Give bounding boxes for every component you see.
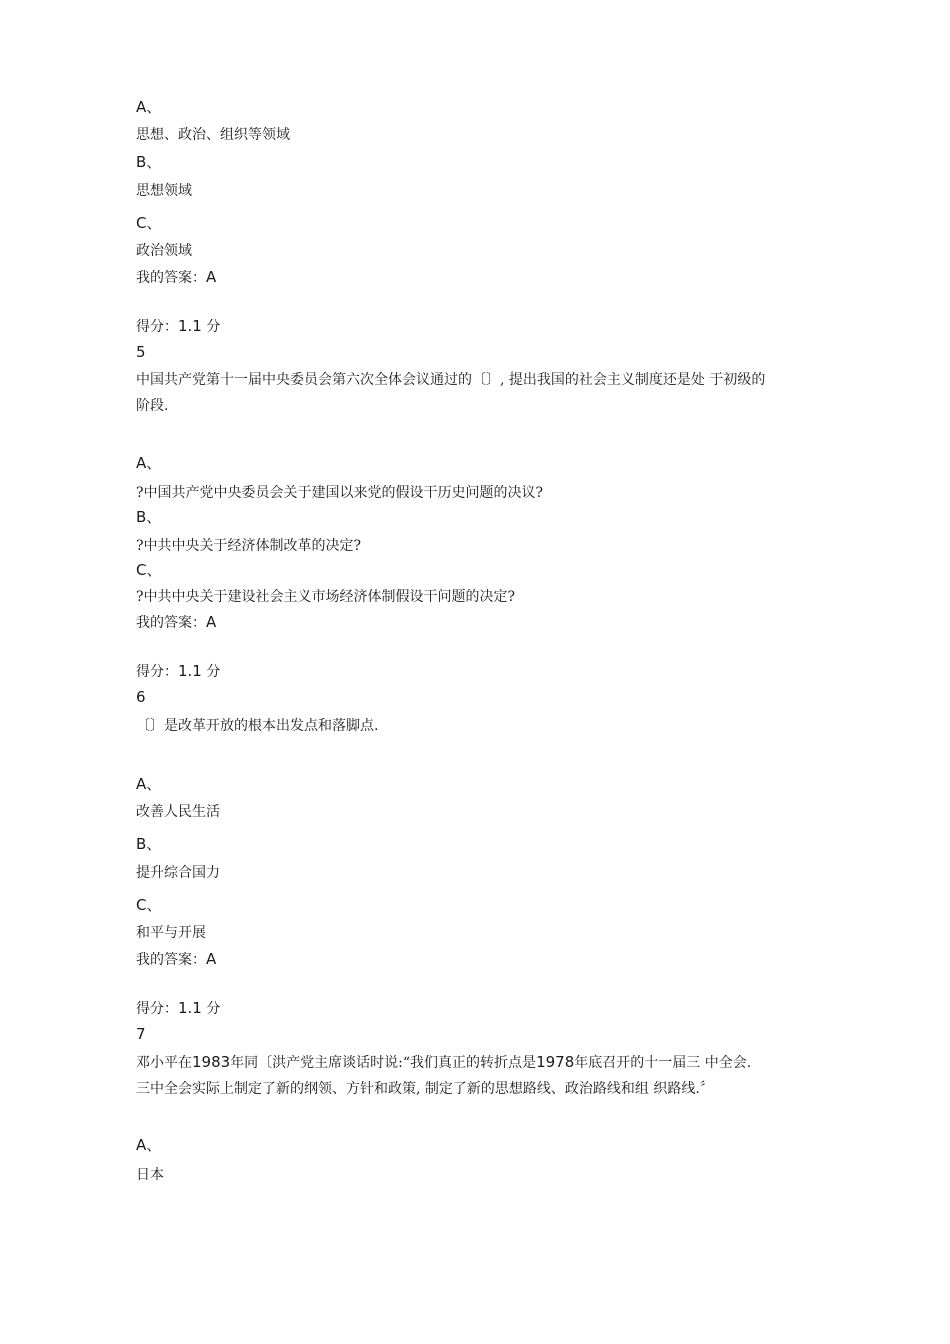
option-letter: B、 — [136, 508, 162, 526]
question-stem: 中国共产党第十一届中央委员会第六次全体会议通过的〔〕, 提出我国的社会主义制度还是处 于初级的 — [136, 372, 766, 388]
option-letter: B、 — [136, 835, 162, 853]
question-number: 5 — [136, 343, 146, 361]
stem-year: 1983 — [192, 1053, 231, 1071]
question-stem — [136, 1055, 751, 1070]
option-text: 日本 — [136, 1167, 164, 1183]
answer-value: A — [206, 613, 217, 631]
answer-label: 我的答案： — [136, 270, 206, 286]
option-text: 思想、政治、组织等领域 — [136, 127, 290, 143]
score — [136, 1001, 220, 1016]
score-unit: 分 — [206, 1001, 221, 1017]
score — [136, 319, 220, 334]
option-letter: C、 — [136, 896, 162, 914]
option-text: ?中共中央关于建设社会主义市场经济体制假设干问题的决定? — [136, 589, 516, 605]
score-label: 得分： — [136, 1001, 178, 1017]
score-unit: 分 — [206, 664, 221, 680]
question-stem: 三中全会实际上制定了新的纲领、方针和政策, 制定了新的思想路线、政治路线和组 织路线.〞 — [136, 1081, 714, 1097]
score-label: 得分： — [136, 319, 178, 335]
stem-part: 年底召开的十一届三 中全会. — [574, 1055, 752, 1071]
option-text: ?中共中央关于经济体制改革的决定? — [136, 538, 362, 554]
score-label: 得分： — [136, 664, 178, 680]
score-value: 1.1 — [178, 999, 202, 1017]
stem-year: 1978 — [536, 1053, 575, 1071]
my-answer — [136, 615, 216, 630]
answer-value: A — [206, 268, 217, 286]
question-number: 7 — [136, 1025, 146, 1043]
question-stem: 〔〕是改革开放的根本出发点和落脚点. — [136, 718, 379, 734]
option-text: ?中国共产党中央委员会关于建国以来党的假设干历史问题的决议? — [136, 485, 544, 501]
my-answer — [136, 270, 216, 285]
my-answer — [136, 952, 216, 967]
option-letter: C、 — [136, 214, 162, 232]
answer-label: 我的答案： — [136, 952, 206, 968]
stem-part: 年同〔洪产党主席谈话时说:“我们真正的转折点是 — [230, 1055, 537, 1071]
option-text: 思想领域 — [136, 183, 192, 199]
option-text: 政治领域 — [136, 243, 192, 259]
option-letter: A、 — [136, 1136, 162, 1154]
option-letter: A、 — [136, 454, 162, 472]
option-letter: A、 — [136, 775, 162, 793]
score-unit: 分 — [206, 319, 221, 335]
option-letter: A、 — [136, 98, 162, 116]
stem-part: 邓小平在 — [136, 1055, 192, 1071]
option-letter: C、 — [136, 561, 162, 579]
option-letter: B、 — [136, 153, 162, 171]
question-stem: 阶段. — [136, 398, 169, 414]
score-value: 1.1 — [178, 317, 202, 335]
option-text: 改善人民生活 — [136, 804, 220, 820]
score — [136, 664, 220, 679]
question-number: 6 — [136, 688, 146, 706]
option-text: 提升综合国力 — [136, 865, 220, 881]
option-text: 和平与开展 — [136, 925, 206, 941]
answer-value: A — [206, 950, 217, 968]
answer-label: 我的答案： — [136, 615, 206, 631]
score-value: 1.1 — [178, 662, 202, 680]
